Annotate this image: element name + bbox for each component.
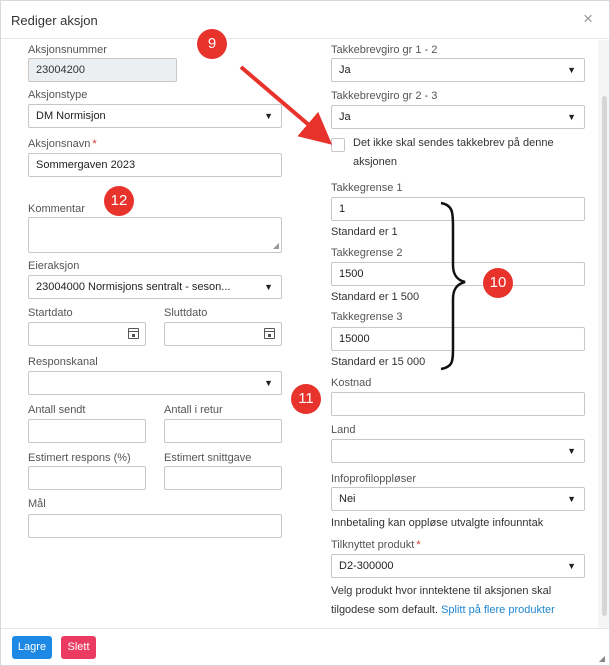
takkebrevgiro-1-2-value: Ja (339, 64, 351, 76)
sluttdato-label: Sluttdato (164, 307, 208, 319)
no-takkebrev-label: Det ikke skal sendes takkebrev på denne aksjonen (353, 137, 554, 168)
estimert-snittgave-label: Estimert snittgave (164, 452, 252, 464)
eieraksjon-value: 23004000 Normisjons sentralt - seson... (36, 281, 231, 293)
takkegrense-1-label: Takkegrense 1 (331, 182, 403, 194)
takkegrense-3-input[interactable]: 15000 (331, 327, 585, 351)
annotation-badge-12: 12 (104, 186, 134, 216)
aksjonsnummer-label: Aksjonsnummer (28, 44, 107, 56)
takkegrense-2-help: Standard er 1 500 (331, 291, 420, 303)
kostnad-label: Kostnad (331, 377, 372, 389)
split-products-link[interactable]: Splitt på flere produkter (441, 604, 555, 616)
takkegrense-2-input[interactable]: 1500 (331, 262, 585, 286)
resize-handle-icon[interactable]: ◢ (272, 241, 279, 250)
takkebrevgiro-2-3-value: Ja (339, 111, 351, 123)
caret-down-icon: ▼ (264, 378, 273, 388)
annotation-badge-11: 11 (291, 384, 321, 414)
annotation-badge-9: 9 (197, 29, 227, 59)
annotation-brace (441, 203, 465, 369)
aksjonstype-value: DM Normisjon (36, 110, 106, 122)
produkt-label-text: Tilknyttet produkt (331, 539, 415, 551)
caret-down-icon: ▼ (264, 282, 273, 292)
caret-down-icon: ▼ (567, 446, 576, 456)
annotation-arrow (241, 67, 323, 137)
kommentar-label: Kommentar (28, 203, 85, 215)
land-label: Land (331, 424, 356, 436)
dialog-footer (1, 628, 609, 666)
annotation-badge-10: 10 (483, 268, 513, 298)
takkegrense-1-help: Standard er 1 (331, 226, 398, 238)
antall-retur-label: Antall i retur (164, 404, 223, 416)
produkt-help-text: Velg produkt hvor inntektene til aksjonen skal tilgodese som default. (331, 585, 552, 616)
caret-down-icon: ▼ (567, 65, 576, 75)
caret-down-icon: ▼ (567, 494, 576, 504)
antall-sendt-label: Antall sendt (28, 404, 86, 416)
caret-down-icon: ▼ (567, 561, 576, 571)
save-button[interactable]: Lagre (12, 636, 52, 659)
aksjonsnummer-field: 23004200 (28, 58, 177, 82)
startdato-label: Startdato (28, 307, 73, 319)
caret-down-icon: ▼ (264, 111, 273, 121)
annotation-overlay (1, 1, 610, 666)
infoprofil-label: Infoprofiloppløser (331, 473, 416, 485)
close-icon[interactable]: × (583, 9, 593, 28)
maal-label: Mål (28, 498, 46, 510)
resize-grip-icon[interactable]: ◢ (598, 654, 605, 663)
eieraksjon-label: Eieraksjon (28, 260, 80, 272)
takkebrevgiro-2-3-label: Takkebrevgiro gr 2 - 3 (331, 90, 438, 102)
caret-down-icon: ▼ (567, 112, 576, 122)
takkebrevgiro-1-2-label: Takkebrevgiro gr 1 - 2 (331, 44, 438, 56)
takkegrense-3-label: Takkegrense 3 (331, 311, 403, 323)
responskanal-label: Responskanal (28, 356, 98, 368)
required-marker: * (92, 138, 97, 150)
infoprofil-help: Innbetaling kan oppløse utvalgte infounntak (331, 517, 544, 529)
takkegrense-3-help: Standard er 15 000 (331, 356, 426, 368)
takkegrense-2-label: Takkegrense 2 (331, 247, 403, 259)
aksjonstype-label: Aksjonstype (28, 89, 88, 101)
delete-button[interactable]: Slett (61, 636, 96, 659)
dialog-title: Rediger aksjon (11, 13, 98, 28)
produkt-value: D2-300000 (339, 560, 394, 572)
aksjonsnavn-label-text: Aksjonsnavn (28, 138, 91, 150)
takkegrense-1-input[interactable]: 1 (331, 197, 585, 221)
estimert-respons-label: Estimert respons (%) (28, 452, 131, 464)
required-marker: * (416, 539, 421, 551)
infoprofil-value: Nei (339, 493, 356, 505)
aksjonsnavn-input[interactable]: Sommergaven 2023 (28, 153, 282, 177)
